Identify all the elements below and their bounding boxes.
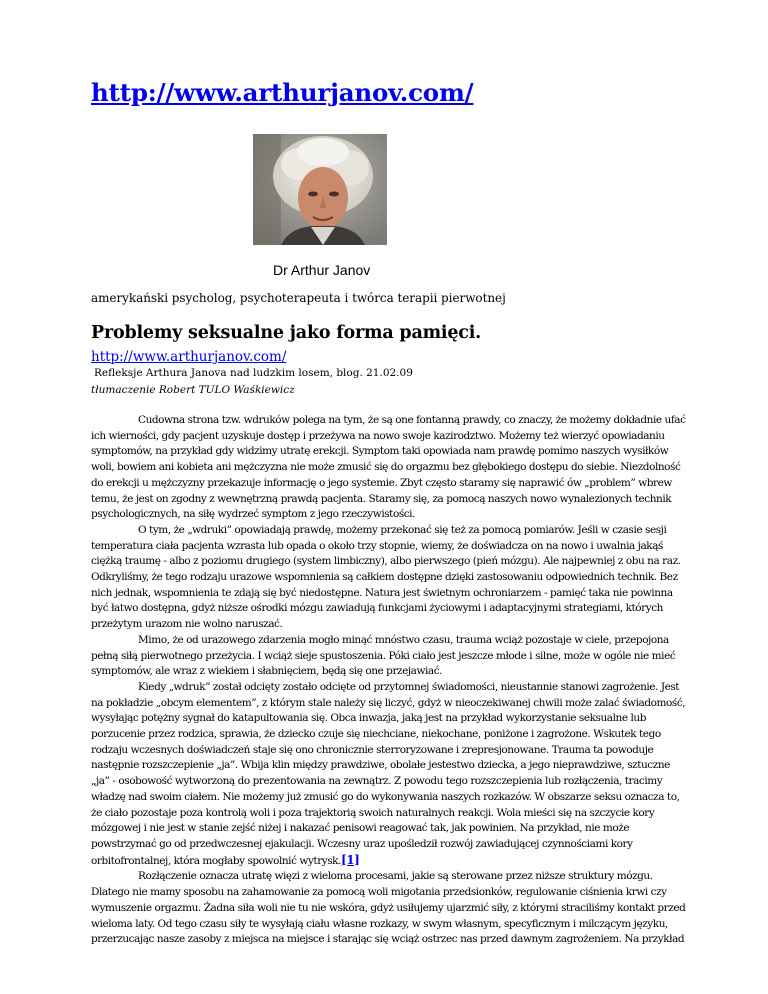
author-description: amerykański psycholog, psychoterapeuta i twórca terapii pierwotnej	[91, 291, 506, 305]
article-title: Problemy seksualne jako forma pamięci.	[91, 323, 482, 343]
paragraph: O tym, że „wdruki” opowiadają prawdę, możemy przekonać się też za pomocą pomiarów. Jeśli w czasie sesji temperatura ciała pacjenta wzrasta lub opada o około trzy stopnie, wiemy, że doświadcza on na nowo i uwalnia jakąś ciężką traumę - albo z poziomu drugiego (system limbiczny), albo pierwszego (pień mózgu). Ale najpewniej z obu na raz. Odkryliśmy, że tego rodzaju urazowe wspomnienia są całkiem dostępne dzięki zastosowaniu odpowiednich technik. Bez nich jednak, wspomnienia te zdają się być niedostępne. Natura jest świetnym ochroniarzem - pamięć taka nie powinna być łatwo dostępna, gdyż niższe ośrodki mózgu zawiadują funkcjami życiowymi i adaptacyjnymi strategiami, których przeżytym urazom nie wolno naruszać.	[91, 523, 681, 631]
article-body	[91, 413, 691, 948]
paragraph: Mimo, że od urazowego zdarzenia mogło minąć mnóstwo czasu, trauma wciąż pozostaje w ciele, przepojona pełną siłą pierwotnego przeżycia. I wciąż sieje spustoszenia. Póki ciało jest jeszcze młode i silne, może w ogóle nie mieć symptomów, ale wraz z wiekiem i słabnięciem, będą się one przejawiać.	[91, 633, 676, 678]
paragraph: Cudowna strona tzw. wdruków polega na tym, że są one fontanną prawdy, co znaczy, że możemy dokładnie ufać ich wierności, gdy pacjent uzyskuje dostęp i przeżywa na nowo swoje kazirodztwo. Możemy też wierzyć opowiadaniu symptomów, na przykład gdy widzimy utratę erekcji. Symptom taki opowiada nam prawdę pomimo naszych wysiłków woli, bowiem ani kobieta ani mężczyzna nie może zmusić się do orgazmu bez głębokiego dostępu do siebie. Niezdolność do erekcji u mężczyzny przekazuje informację o jego systemie. Zbyt często staramy się naprawić ów „problem” wbrew temu, że jest on zgodny z wewnętrzną prawdą pacjenta. Staramy się, za pomocą naszych nowo wynalezionych technik psychologicznych, na siłę wydrzeć symptom z jego rzeczywistości.	[91, 414, 686, 521]
footnote-link[interactable]: [1]	[341, 852, 360, 867]
author-photo	[253, 134, 387, 245]
portrait-image	[253, 134, 387, 245]
paragraph	[91, 680, 691, 869]
photo-caption: Dr Arthur Janov	[273, 262, 371, 278]
translator-credit: tłumaczenie Robert TULO Waśkiewicz	[91, 384, 295, 396]
paragraph: Rozłączenie oznacza utratę więzi z wieloma procesami, jakie są sterowane przez niższe struktury mózgu. Dlatego nie mamy sposobu na zahamowanie za pomocą woli migotania przedsionków, regulowanie ciśnienia krwi czy wymuszenie orgazmu. Żadna siła woli nie tu nie wskóra, gdyż usiłujemy ujarzmić siły, z którymi straciliśmy kontakt przed wieloma laty. Od tego czasu siły te wysyłają ciału własne rozkazy, w swym własnym, specyficznym i milczącym języku, przerzucając nasze zasoby z miejsca na miejsce i starając się wciąż ostrzec nas przed dawnym zagrożeniem. Na przykład	[91, 870, 686, 946]
website-link[interactable]: http://www.arthurjanov.com/	[91, 78, 474, 107]
article-source-line: Refleksje Arthura Janova nad ludzkim losem, blog. 21.02.09	[94, 367, 413, 379]
article-source-link[interactable]: http://www.arthurjanov.com/	[91, 349, 287, 365]
paragraph-text: Kiedy „wdruk” został odcięty zostało odcięte od przytomnej świadomości, nieustannie stanowi zagrożenie. Jest na pokładzie „obcym elementem”, z którym stale należy się liczyć, gdyż w nieoczekiwanej chwili może zalać świadomość, wysyłając potężny sygnał do katapultowania się. Obca inwazja, jaką jest na przykład wykorzystanie seksualne lub porzucenie przez rodzica, sprawia, że dziecko czuje się niechciane, niekochane, poniżone i zagrożone. Wskutek tego rodzaju wczesnych doświadczeń staje się ono chronicznie sterroryzowane i zrepresjonowane. Trauma ta powoduje następnie rozszczepienie „ja”. Wbija klin między prawdziwe, obolałe jestestwo dziecka, a jego nieprawdziwe, sztuczne „ja” - osobowość wytworzoną do prezentowania na zewnątrz. Z powodu tego rozszczepienia lub rozłączenia, tracimy władzę nad swoim ciałem. Nie możemy już zmusić go do wykonywania naszych rozkazów. W obszarze seksu oznacza to, że ciało pozostaje poza kontrolą woli i poza trajektorią swoich naturalnych reakcji. Wola mieści się na szczycie kory mózgowej i nie jest w stanie zejść niżej i nakazać penisowi reagować tak, jak powinien. Na przykład, nie może powstrzymać go od przedwczesnej ejakulacji. Wczesny uraz upośledził rozwój zawiadującej czynnościami kory orbitofrontalnej, która mogłaby spowolnić wytrysk.	[91, 680, 686, 867]
